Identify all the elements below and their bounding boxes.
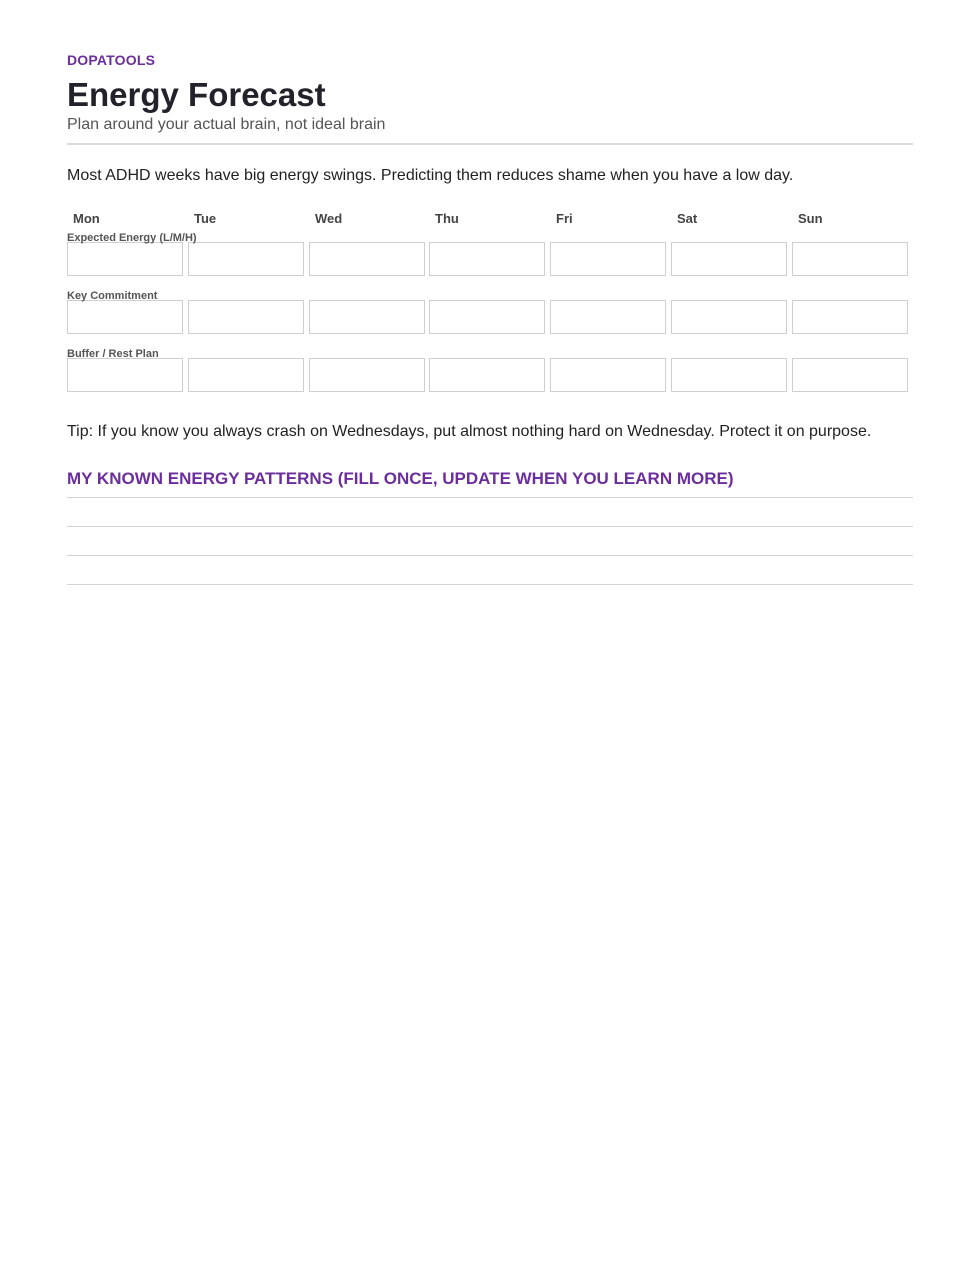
intro-text: Most ADHD weeks have big energy swings. Predicting them reduces shame when you have a low day. <box>67 167 794 184</box>
header-divider <box>67 143 913 145</box>
entry-cell-mon[interactable] <box>67 242 183 276</box>
entry-cell-tue[interactable] <box>188 358 304 392</box>
day-header-fri: Fri <box>556 211 573 226</box>
entry-cell-tue[interactable] <box>188 300 304 334</box>
entry-cell-thu[interactable] <box>429 358 545 392</box>
page-title: Energy Forecast <box>67 76 326 113</box>
brand-label: DOPATOOLS <box>67 52 156 68</box>
entry-cell-fri[interactable] <box>550 300 666 334</box>
entry-cell-sun[interactable] <box>792 300 908 334</box>
entry-cell-mon[interactable] <box>67 300 183 334</box>
entry-cell-fri[interactable] <box>550 358 666 392</box>
writing-line[interactable] <box>67 526 913 527</box>
page-subtitle: Plan around your actual brain, not ideal brain <box>67 116 386 133</box>
entry-cell-sat[interactable] <box>671 242 787 276</box>
day-header-wed: Wed <box>315 211 343 226</box>
entry-cell-mon[interactable] <box>67 358 183 392</box>
writing-line[interactable] <box>67 497 913 498</box>
writing-line[interactable] <box>67 555 913 556</box>
entry-cell-wed[interactable] <box>309 300 425 334</box>
day-header-thu: Thu <box>435 211 459 226</box>
day-header-sat: Sat <box>677 211 698 226</box>
row-label: Buffer / Rest Plan <box>67 348 159 360</box>
writing-line[interactable] <box>67 584 913 585</box>
day-header-mon: Mon <box>73 211 100 226</box>
patterns-heading: MY KNOWN ENERGY PATTERNS (FILL ONCE, UPDATE WHEN YOU LEARN MORE) <box>67 469 734 488</box>
entry-cell-sun[interactable] <box>792 358 908 392</box>
entry-cell-fri[interactable] <box>550 242 666 276</box>
entry-cell-sat[interactable] <box>671 358 787 392</box>
entry-cell-thu[interactable] <box>429 300 545 334</box>
entry-cell-wed[interactable] <box>309 358 425 392</box>
day-header-tue: Tue <box>194 211 217 226</box>
entry-cell-tue[interactable] <box>188 242 304 276</box>
entry-cell-sun[interactable] <box>792 242 908 276</box>
entry-cell-sat[interactable] <box>671 300 787 334</box>
entry-cell-wed[interactable] <box>309 242 425 276</box>
day-header-sun: Sun <box>798 211 823 226</box>
tip-text: Tip: If you know you always crash on Wednesdays, put almost nothing hard on Wednesday. Protect it on purpose. <box>67 423 872 440</box>
row-label: Key Commitment <box>67 290 158 302</box>
entry-cell-thu[interactable] <box>429 242 545 276</box>
row-label: Expected Energy (L/M/H) <box>67 232 197 244</box>
